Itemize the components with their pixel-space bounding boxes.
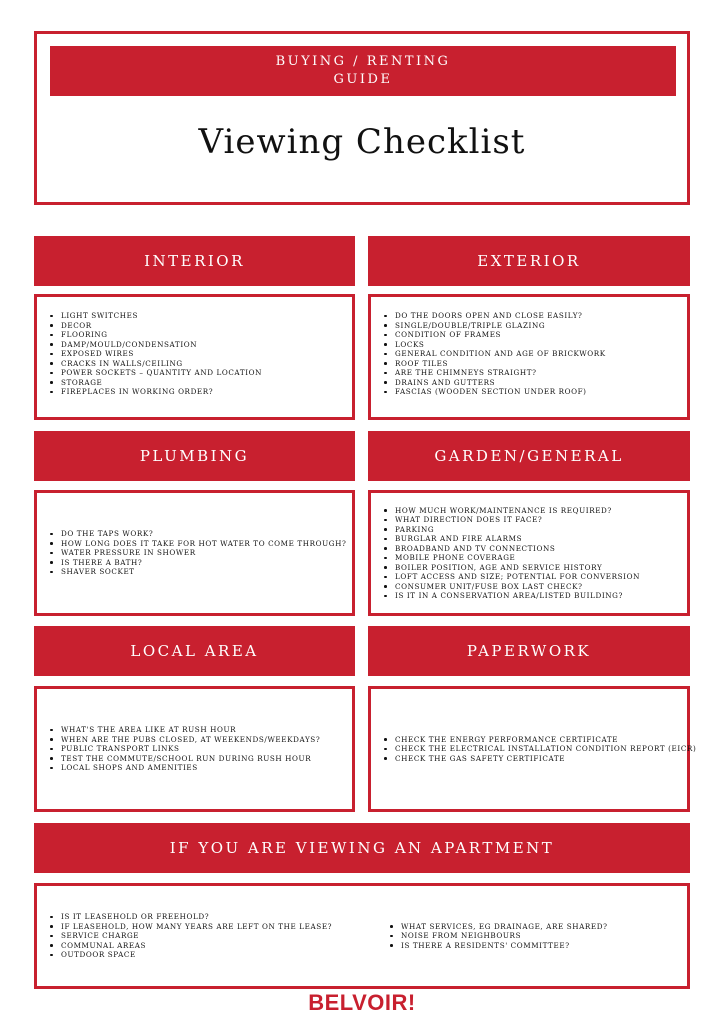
section-title: GARDEN/GENERAL	[434, 447, 624, 465]
header-kicker-line2: GUIDE	[333, 72, 393, 87]
section-header-paperwork	[368, 626, 690, 676]
checklist-item: TEST THE COMMUTE/SCHOOL RUN DURING RUSH HOUR	[61, 754, 352, 764]
checklist	[371, 506, 687, 601]
checklist-item: OUTDOOR SPACE	[61, 950, 367, 960]
checklist-item: CRACKS IN WALLS/CEILING	[61, 359, 352, 369]
checklist-item: GENERAL CONDITION AND AGE OF BRICKWORK	[395, 349, 687, 359]
checklist-item: PARKING	[395, 525, 687, 535]
checklist-item: CONDITION OF FRAMES	[395, 330, 687, 340]
page-title: Viewing Checklist	[198, 122, 526, 162]
checklist-item: FLOORING	[61, 330, 352, 340]
checklist-item: BROADBAND AND TV CONNECTIONS	[395, 544, 687, 554]
checklist	[37, 725, 352, 773]
section-header-local-area	[34, 626, 355, 676]
checklist-item: COMMUNAL AREAS	[61, 941, 367, 951]
section-header-apartment	[34, 823, 690, 873]
section-title: PAPERWORK	[466, 642, 592, 660]
section-title: IF YOU ARE VIEWING AN APARTMENT	[169, 839, 555, 857]
checklist-item: WATER PRESSURE IN SHOWER	[61, 548, 352, 558]
section-box-paperwork	[368, 686, 697, 812]
checklist-item: CHECK THE ENERGY PERFORMANCE CERTIFICATE	[395, 735, 687, 745]
checklist-item: PUBLIC TRANSPORT LINKS	[61, 744, 352, 754]
section-header-exterior	[368, 236, 690, 286]
checklist	[37, 529, 352, 577]
checklist-item: BOILER POSITION, AGE AND SERVICE HISTORY	[395, 563, 687, 573]
checklist-item: MOBILE PHONE COVERAGE	[395, 553, 687, 563]
checklist-item: BURGLAR AND FIRE ALARMS	[395, 534, 687, 544]
checklist-item: SHAVER SOCKET	[61, 567, 352, 577]
checklist	[37, 912, 367, 960]
checklist-item: LOFT ACCESS AND SIZE; POTENTIAL FOR CONVERSION	[395, 572, 687, 582]
checklist-item: DO THE DOORS OPEN AND CLOSE EASILY?	[395, 311, 687, 321]
checklist-item: WHAT'S THE AREA LIKE AT RUSH HOUR	[61, 725, 352, 735]
checklist-item: WHAT DIRECTION DOES IT FACE?	[395, 515, 687, 525]
checklist	[377, 922, 687, 951]
checklist	[371, 734, 697, 764]
checklist-item: DRAINS AND GUTTERS	[395, 378, 687, 388]
section-title: EXTERIOR	[477, 252, 581, 270]
checklist-item: IS THERE A BATH?	[61, 558, 352, 568]
checklist-item: FASCIAS (WOODEN SECTION UNDER ROOF)	[395, 387, 687, 397]
section-box-plumbing	[34, 490, 355, 616]
section-box-exterior	[368, 294, 690, 420]
section-box-interior	[34, 294, 355, 420]
checklist	[371, 311, 687, 397]
checklist-item: EXPOSED WIRES	[61, 349, 352, 359]
checklist-item: SINGLE/DOUBLE/TRIPLE GLAZING	[395, 321, 687, 331]
section-title: LOCAL AREA	[130, 642, 259, 660]
checklist-item: DECOR	[61, 321, 352, 331]
checklist-item: ARE THE CHIMNEYS STRAIGHT?	[395, 368, 687, 378]
section-title: INTERIOR	[144, 252, 245, 270]
checklist-item: CHECK THE ELECTRICAL INSTALLATION CONDITION REPORT (EICR)	[395, 744, 697, 754]
checklist-item: FIREPLACES IN WORKING ORDER?	[61, 387, 352, 397]
checklist-item: DAMP/MOULD/CONDENSATION	[61, 340, 352, 350]
apartment-column-right	[377, 886, 687, 986]
checklist-item: LOCKS	[395, 340, 687, 350]
apartment-column-left	[37, 886, 367, 986]
section-header-garden	[368, 431, 690, 481]
checklist-item: IS IT LEASEHOLD OR FREEHOLD?	[61, 912, 367, 922]
checklist-item: CHECK THE GAS SAFETY CERTIFICATE	[395, 754, 687, 764]
checklist-item: IS THERE A RESIDENTS' COMMITTEE?	[401, 941, 687, 951]
section-box-local-area	[34, 686, 355, 812]
checklist-item: CONSUMER UNIT/FUSE BOX LAST CHECK?	[395, 582, 687, 592]
checklist-item: WHEN ARE THE PUBS CLOSED, AT WEEKENDS/WEEKDAYS?	[61, 735, 352, 745]
checklist-item: LIGHT SWITCHES	[61, 311, 352, 321]
checklist-item: IF LEASEHOLD, HOW MANY YEARS ARE LEFT ON THE LEASE?	[61, 922, 367, 932]
checklist-item: LOCAL SHOPS AND AMENITIES	[61, 763, 352, 773]
brand-logo: BELVOIR!	[308, 990, 416, 1015]
header-kicker-line1: BUYING / RENTING	[275, 54, 451, 69]
section-header-interior	[34, 236, 355, 286]
checklist-item: DO THE TAPS WORK?	[61, 529, 352, 539]
checklist-item: SERVICE CHARGE	[61, 931, 367, 941]
header-banner	[50, 46, 676, 96]
section-title: PLUMBING	[139, 447, 250, 465]
section-box-apartment	[34, 883, 690, 989]
checklist-item: HOW LONG DOES IT TAKE FOR HOT WATER TO COME THROUGH?	[61, 539, 352, 549]
checklist-item: WHAT SERVICES, EG DRAINAGE, ARE SHARED?	[401, 922, 687, 932]
section-header-plumbing	[34, 431, 355, 481]
checklist-item: IS IT IN A CONSERVATION AREA/LISTED BUILDING?	[395, 591, 687, 601]
checklist-item: NOISE FROM NEIGHBOURS	[401, 931, 687, 941]
checklist-item: POWER SOCKETS – QUANTITY AND LOCATION	[61, 368, 352, 378]
section-box-garden	[368, 490, 690, 616]
checklist-item: STORAGE	[61, 378, 352, 388]
checklist-item: ROOF TILES	[395, 359, 687, 369]
checklist-item: HOW MUCH WORK/MAINTENANCE IS REQUIRED?	[395, 506, 687, 516]
checklist	[37, 311, 352, 397]
